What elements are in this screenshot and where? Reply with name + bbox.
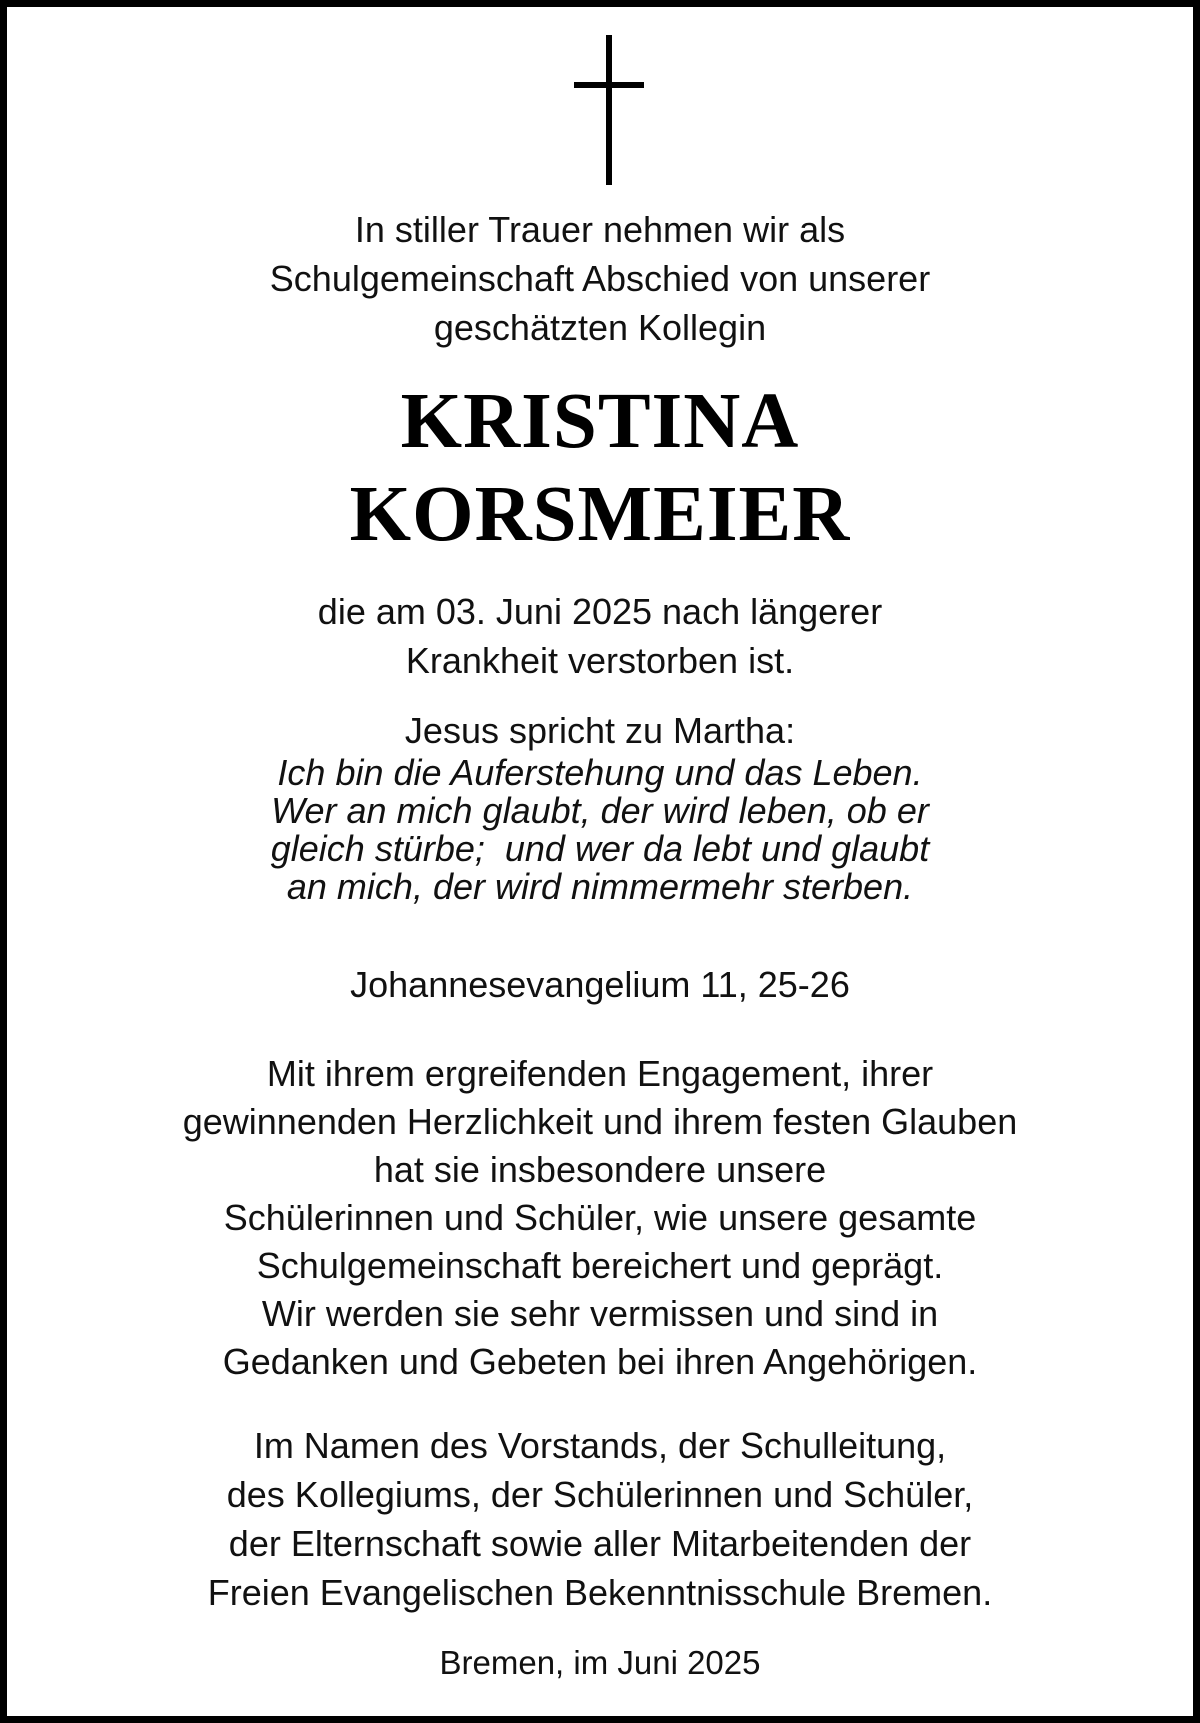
cross-horizontal-bar (574, 82, 644, 88)
signature-line: des Kollegiums, der Schülerinnen und Schüler, (226, 1474, 974, 1515)
death-notice (14, 587, 1186, 685)
last-name: KORSMEIER (349, 471, 851, 558)
deceased-name (14, 375, 1186, 561)
place-date (14, 1641, 1186, 1685)
death-line: Krankheit verstorben ist. (405, 640, 795, 681)
quote-line: Wer an mich glaubt, der wird leben, ob er (271, 790, 929, 831)
tribute-text (14, 1050, 1186, 1386)
cross-vertical-bar (606, 35, 612, 185)
reference-line: Johannesevangelium 11, 25-26 (350, 964, 850, 1005)
signature-line: Im Namen des Vorstands, der Schulleitung, (253, 1425, 947, 1466)
tribute-line: Schülerinnen und Schüler, wie unsere gesamte (223, 1197, 977, 1238)
tribute-line: Gedanken und Gebeten bei ihren Angehörigen. (222, 1341, 978, 1382)
quote-line: gleich stürbe; und wer da lebt und glaubt (270, 828, 930, 869)
signature-line: der Elternschaft sowie aller Mitarbeitenden der (228, 1523, 972, 1564)
tribute-line: Wir werden sie sehr vermissen und sind in (261, 1293, 939, 1334)
signature-block (14, 1421, 1186, 1617)
quote-intro-line: Jesus spricht zu Martha: (404, 710, 796, 751)
tribute-line: gewinnenden Herzlichkeit und ihrem festen Glauben (182, 1101, 1018, 1142)
quote-intro (14, 706, 1186, 755)
death-line: die am 03. Juni 2025 nach längerer (317, 591, 883, 632)
tribute-line: Schulgemeinschaft bereichert und geprägt. (256, 1245, 944, 1286)
intro-line: geschätzten Kollegin (433, 307, 767, 348)
bible-quote (14, 754, 1186, 906)
signature-line: Freien Evangelischen Bekenntnisschule Bremen. (207, 1572, 993, 1613)
tribute-line: hat sie insbesondere unsere (373, 1149, 827, 1190)
first-name: KRISTINA (400, 378, 800, 465)
intro-line: Schulgemeinschaft Abschied von unserer (269, 258, 931, 299)
quote-reference (14, 960, 1186, 1009)
intro-line: In stiller Trauer nehmen wir als (354, 209, 846, 250)
quote-line: an mich, der wird nimmermehr sterben. (286, 866, 914, 907)
cross-icon (574, 35, 644, 185)
quote-line: Ich bin die Auferstehung und das Leben. (277, 752, 923, 793)
tribute-line: Mit ihrem ergreifenden Engagement, ihrer (266, 1053, 934, 1094)
intro-text (14, 205, 1186, 352)
place-date-line: Bremen, im Juni 2025 (439, 1644, 761, 1681)
